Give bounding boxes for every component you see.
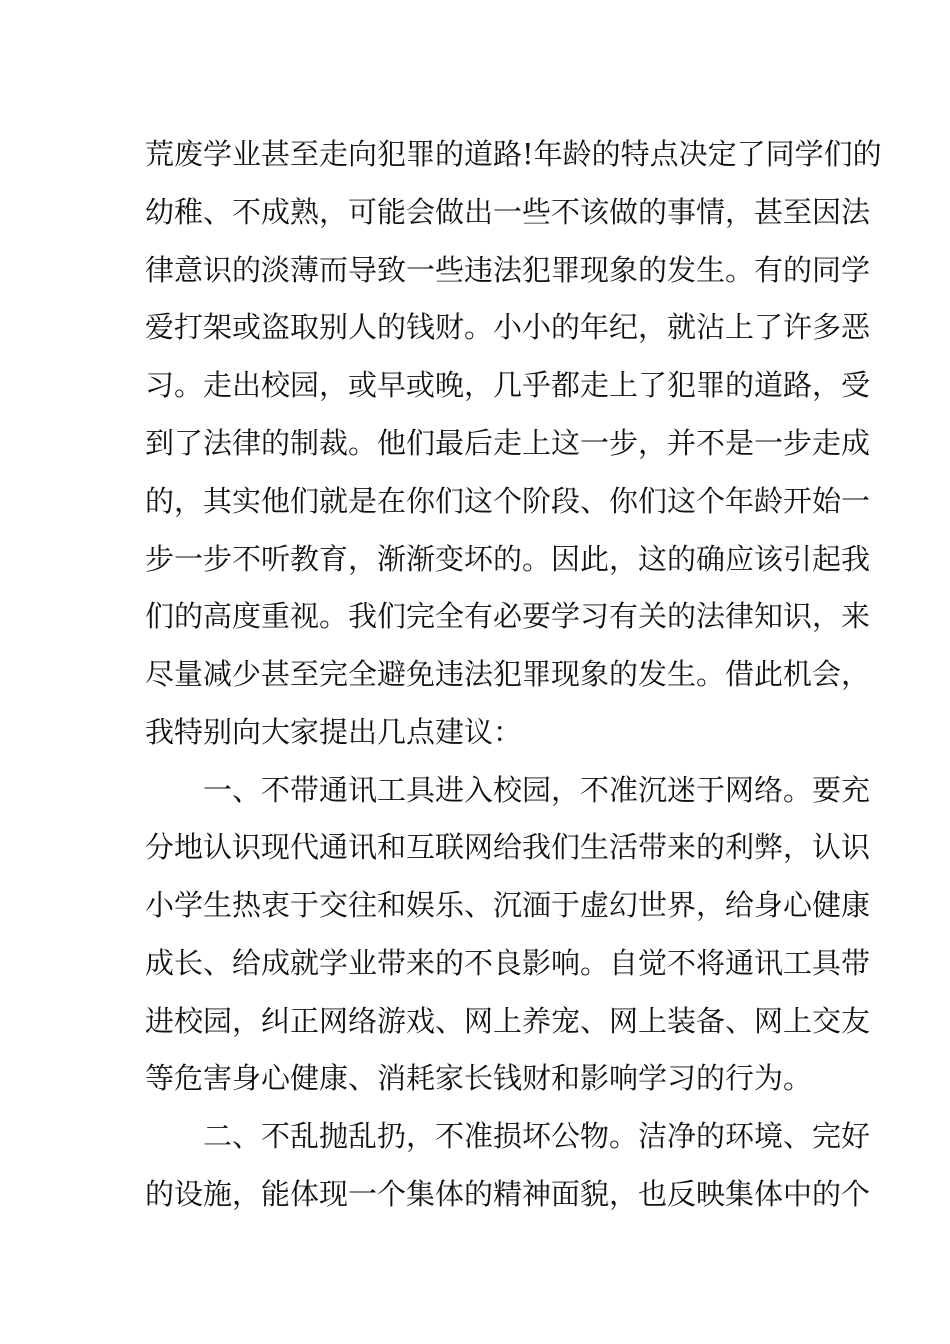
text-line: 小学生热衷于交往和娱乐、沉湎于虚幻世界，给身心健康 bbox=[145, 888, 871, 922]
text-line: 幼稚、不成熟，可能会做出一些不该做的事情，甚至因法 bbox=[145, 195, 871, 229]
text-line: 爱打架或盗取别人的钱财。小小的年纪，就沾上了许多恶 bbox=[145, 310, 871, 344]
text-line: 尽量减少甚至完全避免违法犯罪现象的发生。借此机会， bbox=[145, 657, 871, 691]
text-line: 成长、给成就学业带来的不良影响。自觉不将通讯工具带 bbox=[145, 946, 871, 980]
paragraph-one-first-line: 一、不带通讯工具进入校园，不准沉迷于网络。要充 bbox=[203, 773, 871, 807]
text-line: 律意识的淡薄而导致一些违法犯罪现象的发生。有的同学 bbox=[145, 253, 871, 287]
text-line: 进校园，纠正网络游戏、网上养宠、网上装备、网上交友 bbox=[145, 1004, 871, 1038]
text-line: 我特别向大家提出几点建议： bbox=[145, 715, 523, 749]
text-line: 的设施，能体现一个集体的精神面貌，也反映集体中的个 bbox=[145, 1177, 871, 1211]
text-line: 们的高度重视。我们完全有必要学习有关的法律知识，来 bbox=[145, 599, 871, 633]
text-line: 等危害身心健康、消耗家长钱财和影响学习的行为。 bbox=[145, 1061, 813, 1095]
text-line: 到了法律的制裁。他们最后走上这一步，并不是一步走成 bbox=[145, 426, 871, 460]
paragraph-two-first-line: 二、不乱抛乱扔，不准损坏公物。洁净的环境、完好 bbox=[203, 1119, 871, 1153]
text-line: 分地认识现代通讯和互联网给我们生活带来的利弊，认识 bbox=[145, 830, 871, 864]
text-line: 步一步不听教育，渐渐变坏的。因此，这的确应该引起我 bbox=[145, 542, 871, 576]
text-line: 的，其实他们就是在你们这个阶段、你们这个年龄开始一 bbox=[145, 484, 871, 518]
text-line: 荒废学业甚至走向犯罪的道路!年龄的特点决定了同学们的 bbox=[145, 137, 882, 171]
text-line: 习。走出校园，或早或晚，几乎都走上了犯罪的道路，受 bbox=[145, 368, 871, 402]
